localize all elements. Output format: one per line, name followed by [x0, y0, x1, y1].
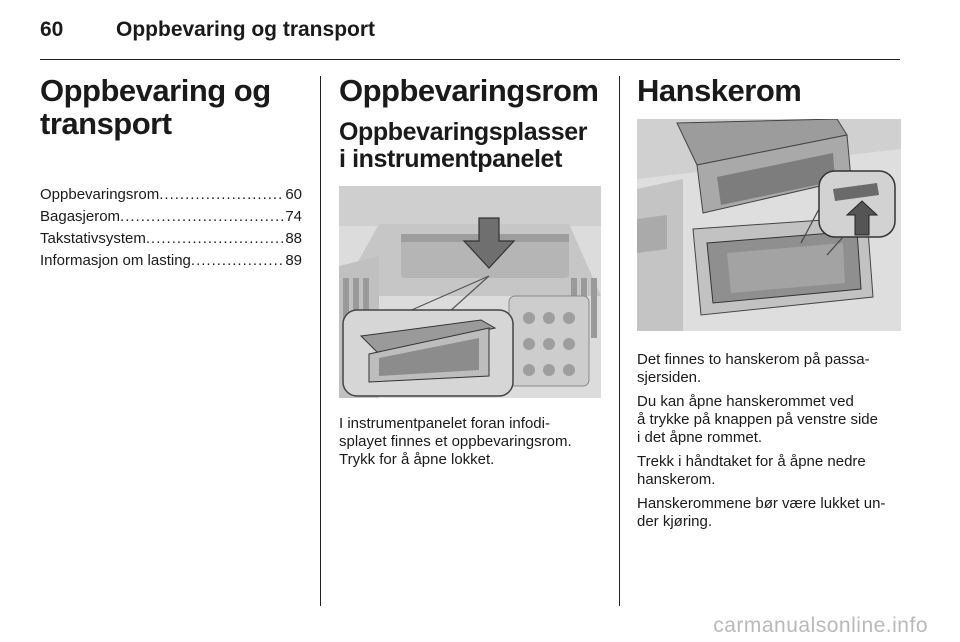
table-of-contents [40, 184, 302, 272]
header-title: Oppbevaring og transport [116, 18, 376, 41]
storage-caption [339, 415, 601, 469]
glovebox-p2-line-1: Du kan åpne hanskerommet ved [637, 393, 854, 410]
column-divider-1 [320, 76, 321, 606]
storage-caption-line-2: splayet finnes et oppbevaringsrom. [339, 433, 572, 450]
chapter-column [40, 74, 302, 272]
glovebox-p3-line-2: hanskerom. [637, 471, 716, 488]
glovebox-p2-line-3: i det åpne rommet. [637, 429, 763, 446]
toc-entry[interactable] [40, 250, 302, 272]
subsection-heading-line-1: Oppbevaringsplasser [339, 118, 588, 146]
glovebox-heading: Hanskerom [637, 73, 802, 108]
glovebox-paragraph-2 [637, 393, 901, 447]
header-rule [40, 59, 900, 60]
glovebox-illustration [637, 119, 901, 331]
glovebox-paragraph-4 [637, 495, 901, 531]
subsection-heading-line-2: i instrumentpanelet [339, 145, 562, 173]
toc-entry-page: 89 [285, 252, 302, 269]
toc-entry[interactable] [40, 184, 302, 206]
toc-entry-label: Takstativsystem [40, 230, 146, 247]
toc-leader-dots [120, 206, 283, 228]
storage-caption-line-3: Trykk for å åpne lokket. [339, 451, 495, 468]
subsection-heading [339, 119, 601, 173]
toc-leader-dots [146, 228, 283, 250]
toc-entry-label: Oppbevaringsrom [40, 186, 160, 203]
toc-leader-dots [159, 184, 283, 206]
page-number: 60 [40, 18, 64, 41]
instrument-panel-storage-illustration [339, 186, 601, 398]
toc-entry-page: 60 [285, 186, 302, 203]
glovebox-p1-line-1: Det finnes to hanskerom på passa- [637, 351, 870, 368]
toc-entry-label: Bagasjerom [40, 208, 121, 225]
toc-leader-dots [191, 250, 283, 272]
chapter-heading-line-2: transport [40, 106, 172, 141]
toc-entry-label: Informasjon om lasting [40, 252, 191, 269]
chapter-heading-line-1: Oppbevaring og [40, 73, 271, 108]
glovebox-p4-line-2: der kjøring. [637, 513, 713, 530]
section-heading: Oppbevaringsrom [339, 73, 599, 108]
glovebox-p4-line-1: Hanskerommene bør være lukket un- [637, 495, 886, 512]
column-divider-2 [619, 76, 620, 606]
glovebox-p3-line-1: Trekk i håndtaket for å åpne nedre [637, 453, 866, 470]
glovebox-p1-line-2: sjersiden. [637, 369, 702, 386]
chapter-heading [40, 74, 302, 140]
toc-entry[interactable] [40, 206, 302, 228]
storage-caption-line-1: I instrumentpanelet foran infodi- [339, 415, 550, 432]
glovebox-paragraph-3 [637, 453, 901, 489]
toc-entry[interactable] [40, 228, 302, 250]
glovebox-paragraph-1 [637, 351, 901, 387]
storage-column [339, 74, 601, 469]
toc-entry-page: 88 [285, 230, 302, 247]
toc-entry-page: 74 [285, 208, 302, 225]
watermark: carmanualsonline.info [713, 614, 928, 637]
glovebox-p2-line-2: å trykke på knappen på venstre side [637, 411, 878, 428]
glovebox-column [637, 74, 901, 531]
